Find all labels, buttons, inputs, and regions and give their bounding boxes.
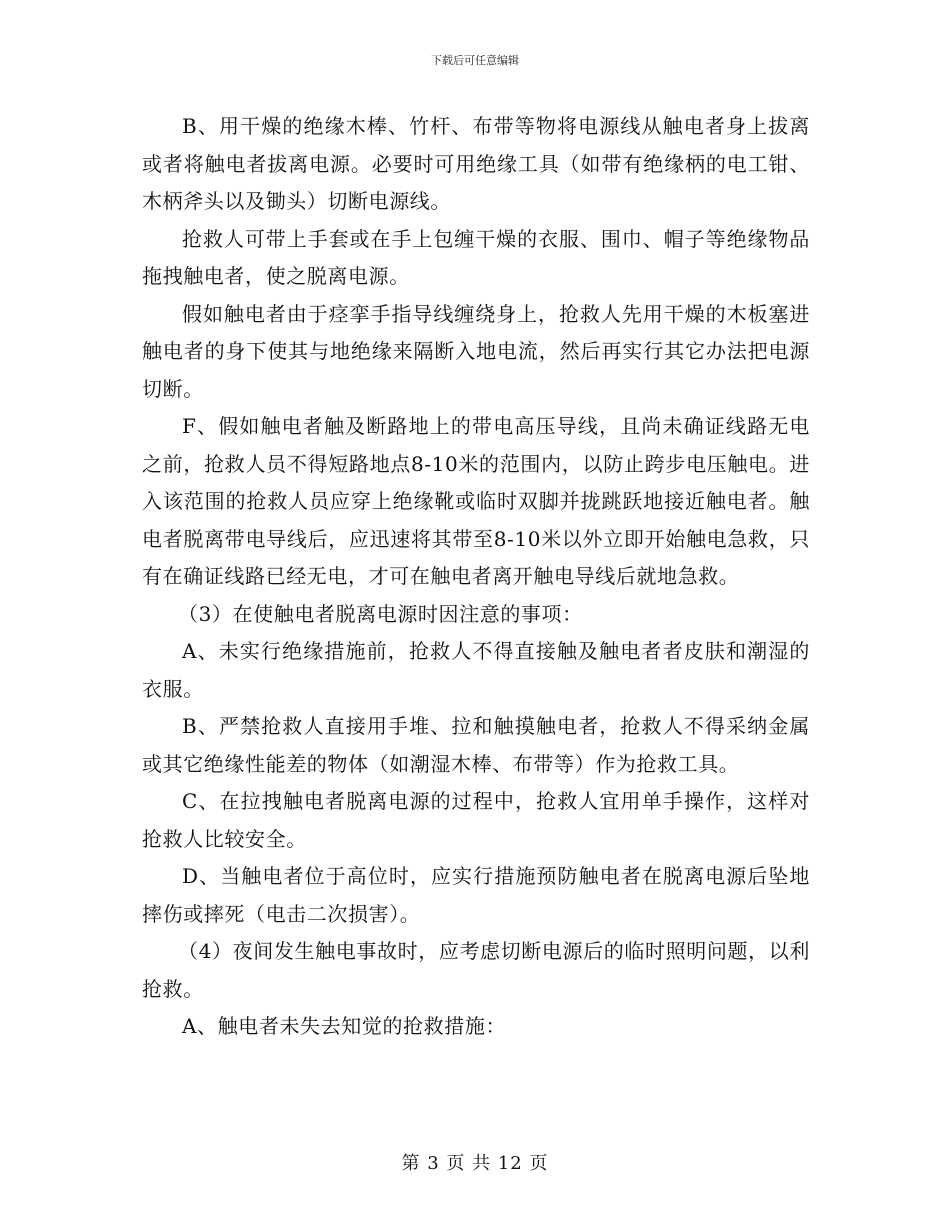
page-header: 下载后可任意编辑 xyxy=(431,54,519,67)
paragraph-f-high-voltage: F、假如触电者触及断路地上的带电高压导线，且尚未确证线路无电之前，抢救人员不得短路地点8-10米的范围内，以防止跨步电压触电。进入该范围的抢救人员应穿上绝缘靴或临时双脚并拢跳跃地接近触电者。触电者脱离带电导线后，应迅速将其带至8-10米以外立即开始触电急救，只有在确证线路已经无电，才可在触电者离开触电导线后就地急救。 xyxy=(142,414,810,588)
paragraph-gloves: 抢救人可带上手套或在手上包缠干燥的衣服、围巾、帽子等绝缘物品拖拽触电者，使之脱离电源。 xyxy=(142,226,810,288)
paragraph-a-no-direct-touch: A、未实行绝缘措施前，抢救人不得直接触及触电者者皮肤和潮湿的衣服。 xyxy=(142,639,810,701)
page-number-footer: 第 3 页 共 12 页 xyxy=(401,1153,549,1174)
paragraph-section-4-night: （4）夜间发生触电事故时，应考虑切断电源后的临时照明问题，以利抢救。 xyxy=(142,939,810,1001)
paragraph-b-insulated-tools: B、用干燥的绝缘木棒、竹杆、布带等物将电源线从触电者身上拔离或者将触电者拔离电源。必要时可用绝缘工具（如带有绝缘柄的电工钳、木柄斧头以及锄头）切断电源线。 xyxy=(142,114,810,213)
document-body xyxy=(142,108,810,1046)
paragraph-b-no-metal-tools: B、严禁抢救人直接用手堆、拉和触摸触电者，抢救人不得采纳金属或其它绝缘性能差的物体（如潮湿木棒、布带等）作为抢救工具。 xyxy=(142,714,810,776)
paragraph-d-fall-prevention: D、当触电者位于高位时，应实行措施预防触电者在脱离电源后坠地摔伤或摔死（电击二次损害）。 xyxy=(142,864,810,926)
paragraph-spasm: 假如触电者由于痉挛手指导线缠绕身上，抢救人先用干燥的木板塞进触电者的身下使其与地绝缘来隔断入地电流，然后再实行其它办法把电源切断。 xyxy=(142,301,810,401)
paragraph-section-3-heading: （3）在使触电者脱离电源时因注意的事项： xyxy=(178,601,583,626)
paragraph-c-one-hand: C、在拉拽触电者脱离电源的过程中，抢救人宜用单手操作，这样对抢救人比较安全。 xyxy=(142,789,810,851)
paragraph-a-conscious-rescue: A、触电者未失去知觉的抢救措施： xyxy=(182,1014,507,1038)
